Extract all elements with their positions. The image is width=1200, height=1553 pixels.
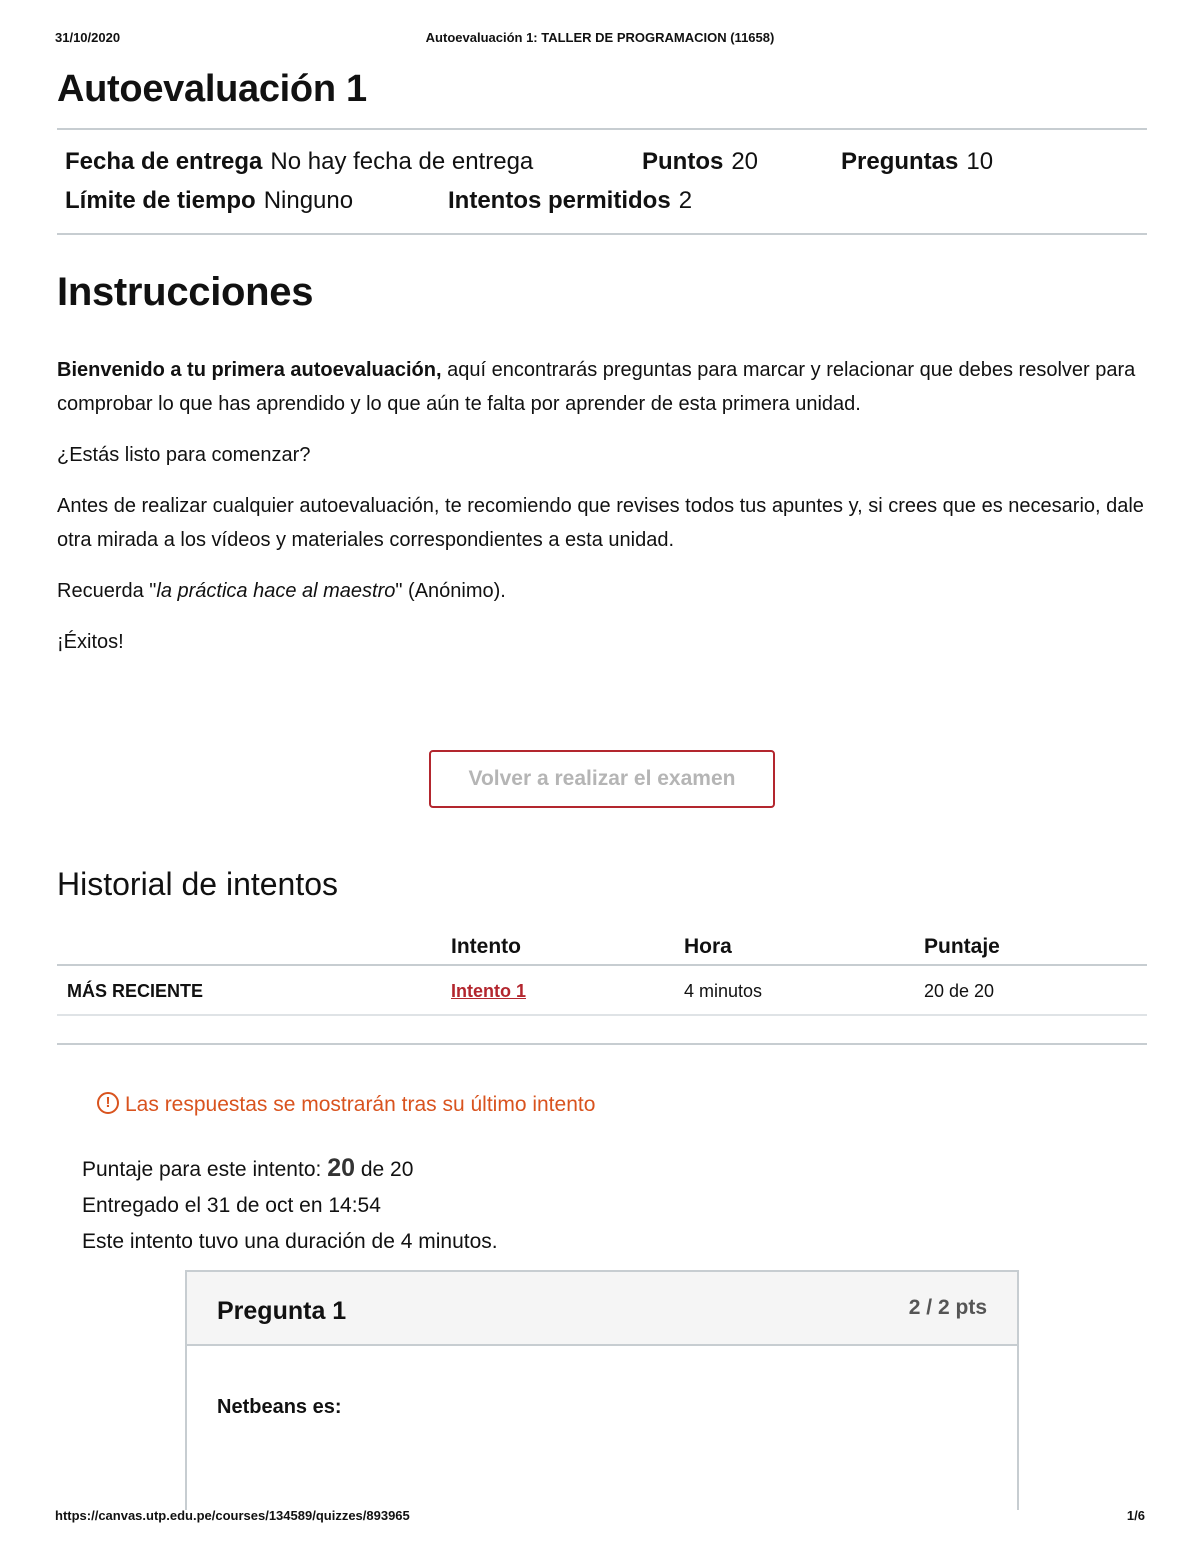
question-text: Netbeans es: xyxy=(217,1396,342,1418)
points-label: Puntos xyxy=(642,148,724,175)
instructions-ready: ¿Estás listo para comenzar? xyxy=(57,444,311,466)
question-points: 2 / 2 pts xyxy=(908,1296,987,1319)
instructions-intro-bold: Bienvenido a tu primera autoevaluación, xyxy=(57,359,442,381)
time-cell: 4 minutos xyxy=(684,981,763,1001)
print-footer xyxy=(55,1508,1145,1528)
instructions-body xyxy=(57,353,1147,676)
print-document-title: Autoevaluación 1: TALLER DE PROGRAMACION (11658) xyxy=(425,30,775,45)
attempts-value: 2 xyxy=(678,187,693,214)
divider xyxy=(57,1043,1147,1045)
instructions-intro-rest: aquí encontrarás preguntas para marcar y relacionar que debes resolver para comprobar lo que has aprendido y lo que aún te falta por aprender de esta primera unidad. xyxy=(57,359,1136,415)
attempt-history-table xyxy=(57,925,1147,1016)
instructions-advice: Antes de realizar cualquier autoevaluación, te recomiendo que revises todos tus apuntes y, si crees que es necesario, dale otra mirada a los vídeos y materiales correspondientes a esta unidad. xyxy=(57,495,1144,551)
due-date-detail xyxy=(65,148,533,176)
due-date-value: No hay fecha de entrega xyxy=(270,148,534,175)
warning-circle-icon: ! xyxy=(97,1092,119,1114)
due-date-label: Fecha de entrega xyxy=(65,148,263,175)
print-header xyxy=(55,30,1145,50)
print-url: https://canvas.utp.edu.pe/courses/134589/quizzes/893965 xyxy=(55,1508,410,1523)
print-date: 31/10/2020 xyxy=(55,30,121,45)
attempt-history-title: Historial de intentos xyxy=(57,866,339,902)
table-row xyxy=(57,966,1147,1016)
attempt-summary xyxy=(82,1150,498,1260)
table-header xyxy=(57,925,1147,966)
points-detail xyxy=(642,148,758,176)
divider xyxy=(57,233,1147,235)
question-header xyxy=(187,1272,1017,1346)
duration-text: Este intento tuvo una duración de 4 minutos. xyxy=(82,1230,498,1253)
quote-italic: la práctica hace al maestro xyxy=(156,580,396,602)
questions-detail xyxy=(841,148,993,176)
answers-notice xyxy=(97,1093,595,1117)
attempt-score xyxy=(82,1150,498,1188)
column-header-attempt: Intento xyxy=(451,935,521,958)
notice-text: Las respuestas se mostrarán tras su último intento xyxy=(125,1093,596,1116)
score-value: 20 xyxy=(327,1154,355,1182)
questions-label: Preguntas xyxy=(841,148,959,175)
time-limit-label: Límite de tiempo xyxy=(65,187,256,214)
instructions-closing: ¡Éxitos! xyxy=(57,631,124,653)
time-limit-detail xyxy=(65,187,353,215)
attempt-cell xyxy=(451,981,526,1002)
questions-value: 10 xyxy=(966,148,994,175)
time-limit-value: Ninguno xyxy=(263,187,354,214)
question-title: Pregunta 1 xyxy=(217,1297,347,1325)
attempts-detail xyxy=(448,187,692,215)
score-prefix: Puntaje para este intento: xyxy=(82,1158,322,1181)
divider xyxy=(57,128,1147,130)
retake-quiz-button[interactable]: Volver a realizar el examen xyxy=(429,750,775,808)
column-header-score: Puntaje xyxy=(924,935,1000,958)
quote-prefix: Recuerda " xyxy=(57,580,157,602)
points-value: 20 xyxy=(731,148,759,175)
row-label: MÁS RECIENTE xyxy=(67,981,204,1001)
score-suffix: de 20 xyxy=(360,1158,414,1181)
submitted-text: Entregado el 31 de oct en 14:54 xyxy=(82,1194,381,1217)
print-page-number: 1/6 xyxy=(1126,1508,1145,1523)
quote-suffix: " (Anónimo). xyxy=(395,580,506,602)
page-title: Autoevaluación 1 xyxy=(57,68,367,110)
score-cell: 20 de 20 xyxy=(924,981,995,1001)
instructions-intro xyxy=(57,353,1147,421)
instructions-title: Instrucciones xyxy=(57,270,314,314)
question-card xyxy=(185,1270,1019,1510)
instructions-quote xyxy=(57,574,1147,608)
attempt-link[interactable]: Intento 1 xyxy=(451,981,526,1001)
column-header-time: Hora xyxy=(684,935,732,958)
attempts-label: Intentos permitidos xyxy=(448,187,671,214)
